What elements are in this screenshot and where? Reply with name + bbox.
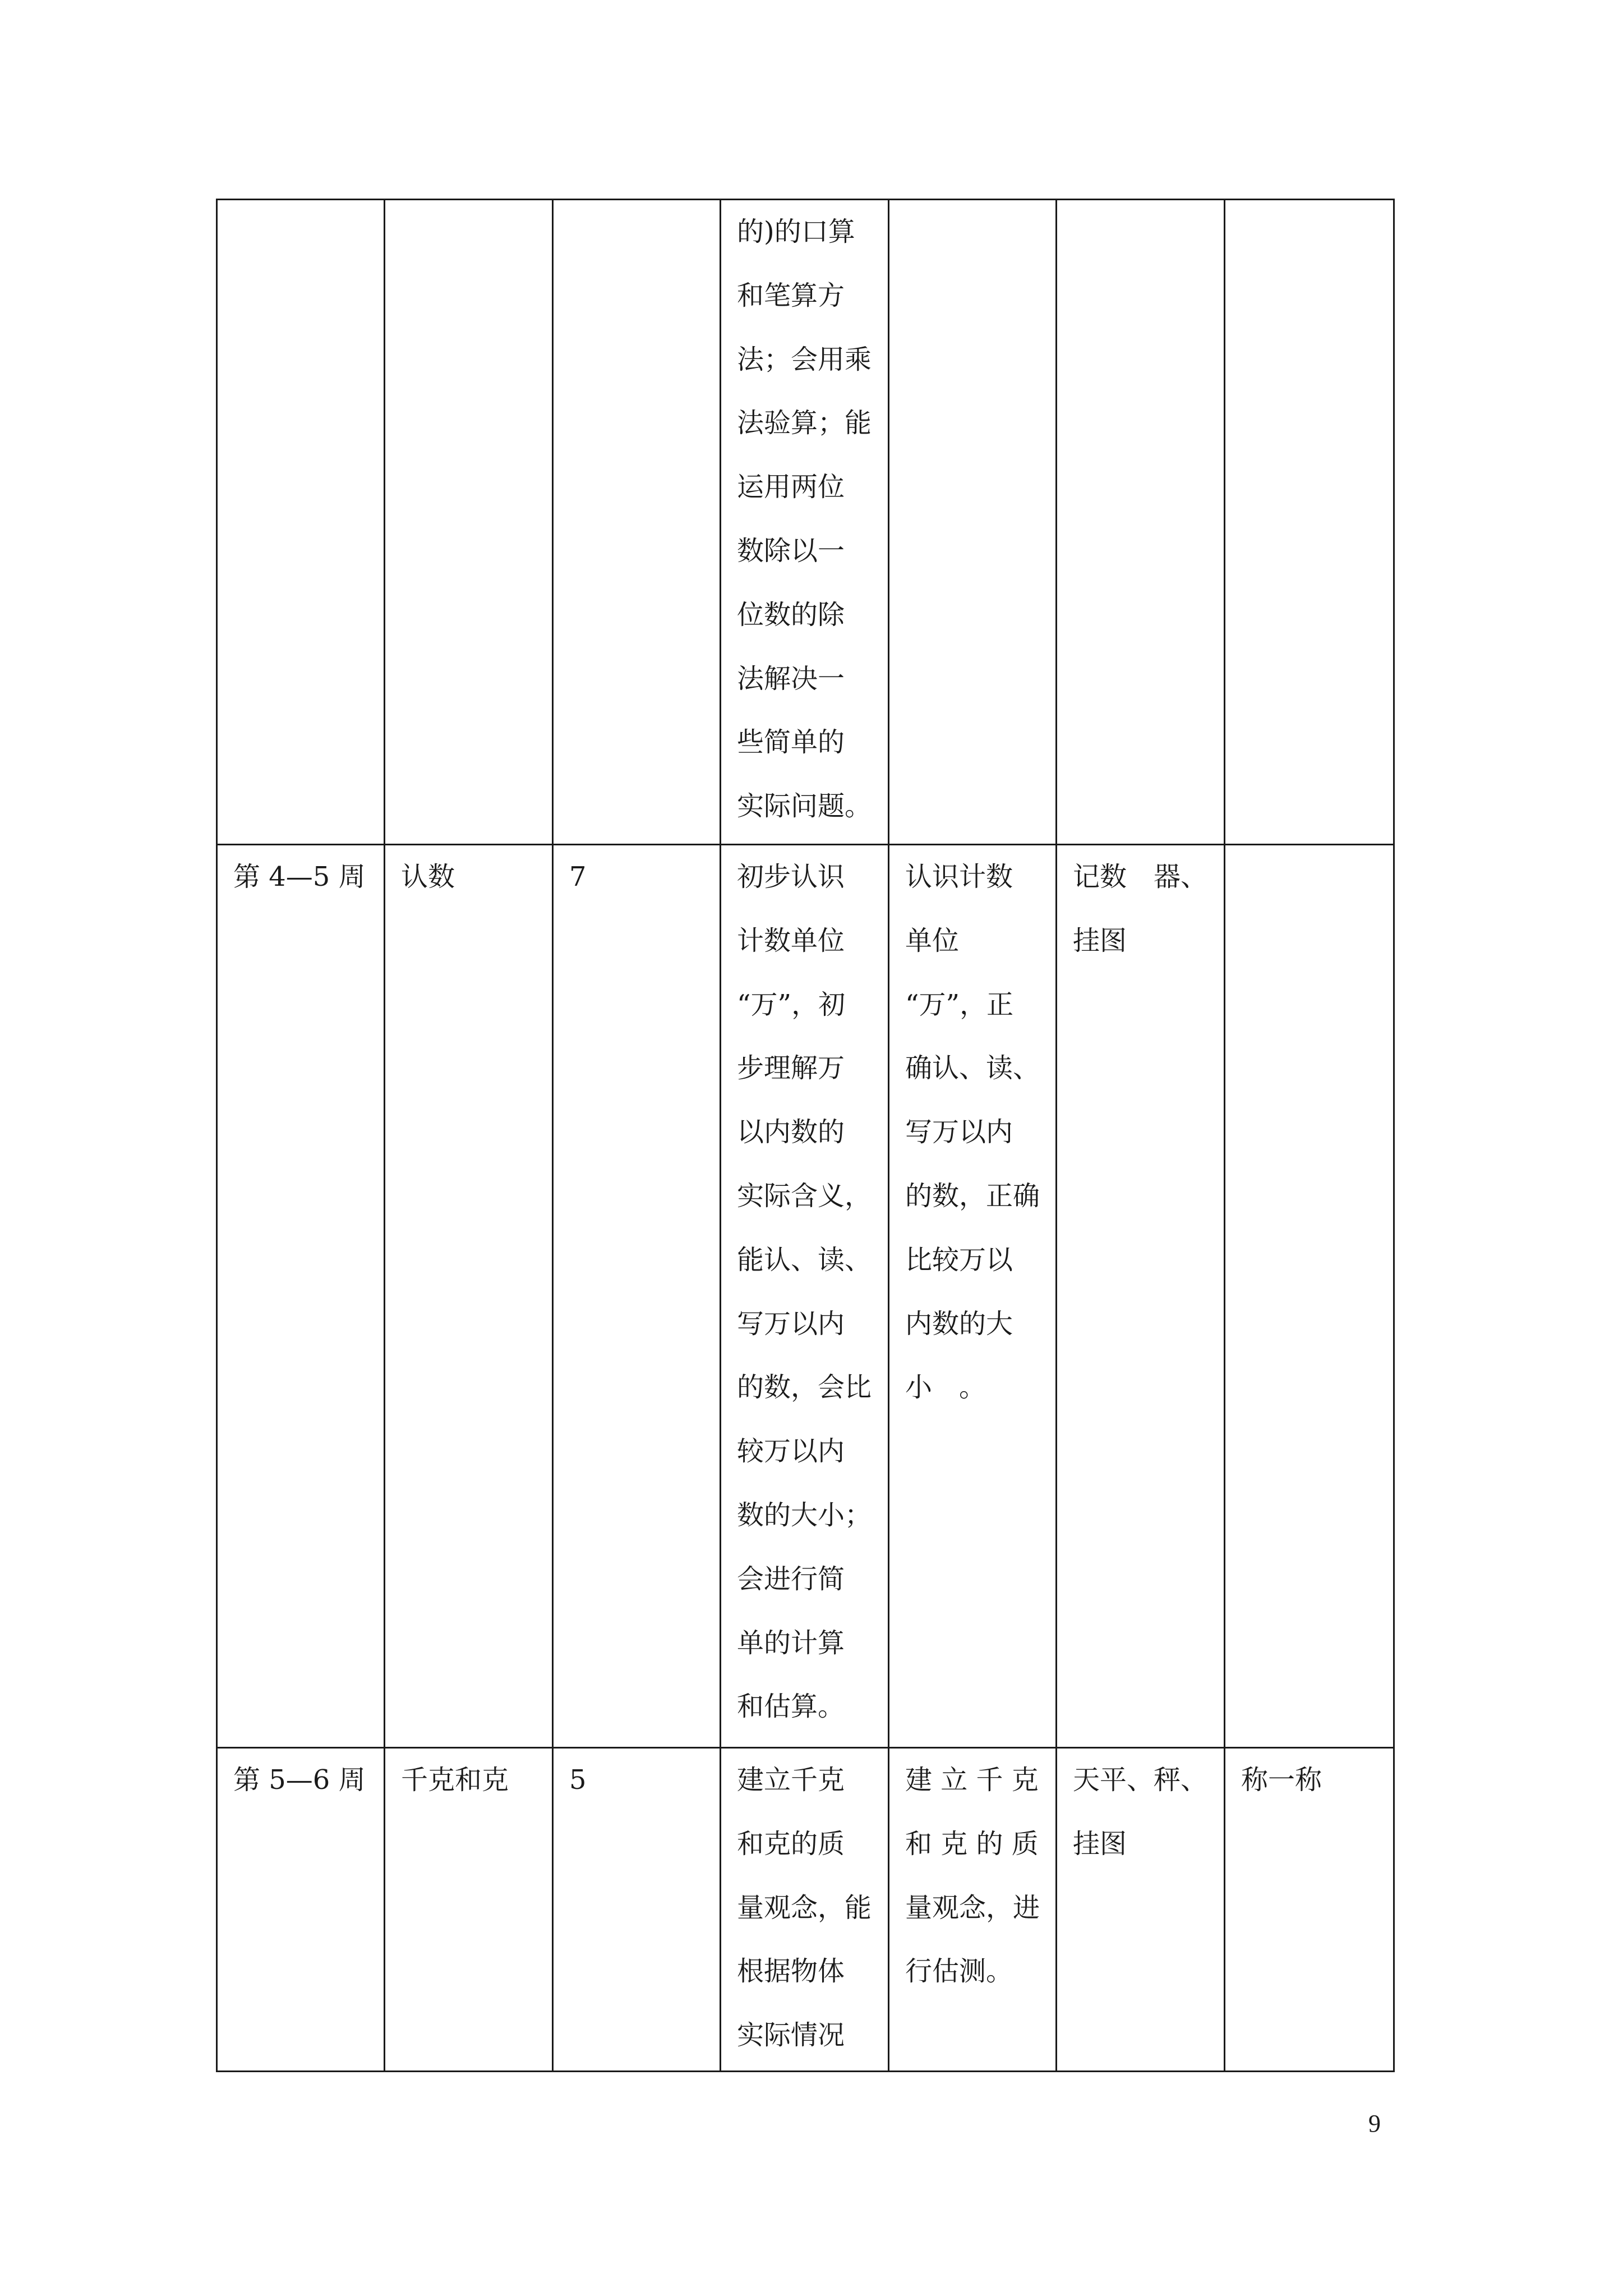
table-row bbox=[217, 1748, 1394, 2072]
activity-cell bbox=[1225, 200, 1394, 845]
materials-cell: 天平、秤、 挂图 bbox=[1057, 1748, 1225, 2072]
hours-cell: 5 bbox=[553, 1748, 721, 2072]
objectives-cell: 的)的口算 和笔算方 法；会用乘 法验算；能 运用两位 数除以一 位数的除 法解决一 些简单的 实际问题。 bbox=[721, 200, 889, 845]
hours-cell bbox=[553, 200, 721, 845]
objectives-cell: 建立千克 和克的质 量观念，能 根据物体 实际情况 bbox=[721, 1748, 889, 2072]
teaching-plan-table bbox=[216, 199, 1395, 2072]
week-cell: 第 5—6 周 bbox=[217, 1748, 385, 2072]
unit-cell bbox=[385, 200, 553, 845]
week-cell: 第 4—5 周 bbox=[217, 845, 385, 1748]
hours-cell: 7 bbox=[553, 845, 721, 1748]
unit-cell: 千克和克 bbox=[385, 1748, 553, 2072]
materials-cell: 记数 器、 挂图 bbox=[1057, 845, 1225, 1748]
objectives-cell: 初步认识 计数单位 “万”，初 步理解万 以内数的 实际含义， 能认、读、 写万以内 的数，会比 较万以内 数的大小； 会进行简 单的计算 和估算。 bbox=[721, 845, 889, 1748]
table-row bbox=[217, 200, 1394, 845]
page-number: 9 bbox=[1368, 2110, 1381, 2137]
key-points-cell: 建 立 千 克 和 克 的 质 量观念，进 行估测。 bbox=[889, 1748, 1057, 2072]
activity-cell: 称一称 bbox=[1225, 1748, 1394, 2072]
materials-cell bbox=[1057, 200, 1225, 845]
key-points-cell: 认识计数 单位 “万”，正 确认、读、 写万以内 的数，正确 比较万以 内数的大 小 。 bbox=[889, 845, 1057, 1748]
week-cell bbox=[217, 200, 385, 845]
unit-cell: 认数 bbox=[385, 845, 553, 1748]
table-row bbox=[217, 845, 1394, 1748]
key-points-cell bbox=[889, 200, 1057, 845]
activity-cell bbox=[1225, 845, 1394, 1748]
